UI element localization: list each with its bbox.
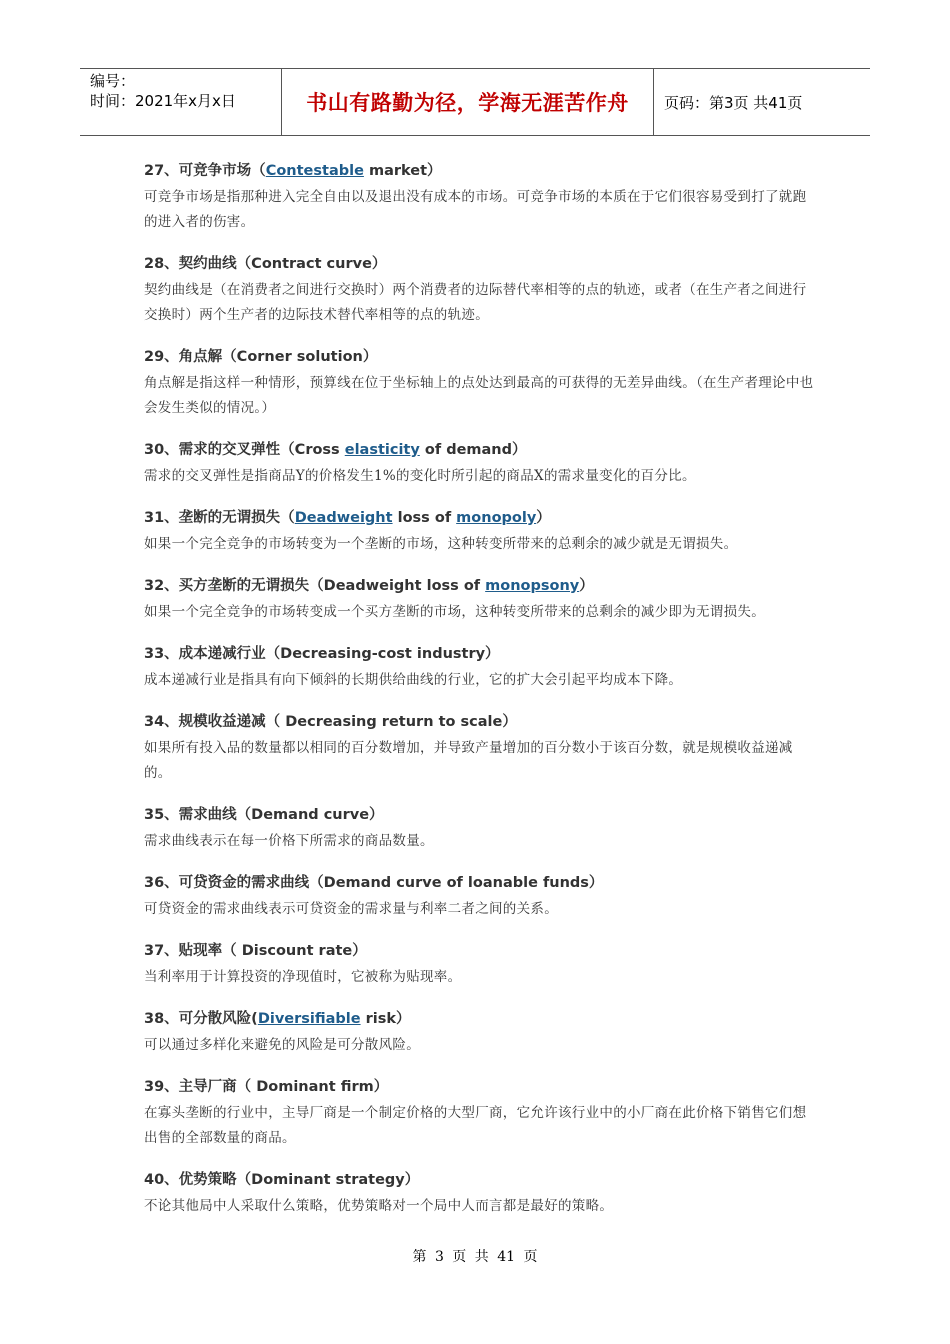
entry-term — [144, 1008, 814, 1030]
entry-term — [144, 940, 814, 962]
entry-term — [144, 1169, 814, 1191]
term-text: loss of — [392, 510, 457, 526]
page-header — [80, 68, 870, 136]
term-text: 34、规模收益递减（ Decreasing return to scale） — [144, 714, 517, 730]
term-text: risk） — [360, 1011, 411, 1027]
page-footer: 第 3 页 共 41 页 — [412, 1249, 538, 1265]
entry-definition: 角点解是指这样一种情形，预算线在位于坐标轴上的点处达到最高的可获得的无差异曲线。（在生产者理论中也会发生类似的情况。） — [144, 375, 814, 416]
glossary-entry — [144, 575, 814, 625]
term-text: 33、成本递减行业（Decreasing-cost industry） — [144, 646, 500, 662]
entry-definition: 不论其他局中人采取什么策略，优势策略对一个局中人而言都是最好的策略。 — [144, 1198, 614, 1214]
glossary-entry — [144, 346, 814, 421]
glossary-entry — [144, 1169, 814, 1219]
term-text: 27、可竞争市场（ — [144, 163, 266, 179]
entry-term — [144, 575, 814, 597]
glossary-entry — [144, 711, 814, 786]
entry-definition: 契约曲线是（在消费者之间进行交换时）两个消费者的边际替代率相等的点的轨迹，或者（在生产者之间进行交换时）两个生产者的边际技术替代率相等的点的轨迹。 — [144, 282, 807, 323]
entry-definition: 可以通过多样化来避免的风险是可分散风险。 — [144, 1037, 420, 1053]
entry-term — [144, 507, 814, 529]
glossary-entry — [144, 1076, 814, 1151]
glossary-content — [144, 160, 814, 1237]
term-text: ） — [579, 578, 594, 594]
glossary-entry — [144, 439, 814, 489]
entry-definition: 可竞争市场是指那种进入完全自由以及退出没有成本的市场。可竞争市场的本质在于它们很容易受到打了就跑的进入者的伤害。 — [144, 189, 807, 230]
term-text: market） — [363, 163, 442, 179]
term-text: of demand） — [419, 442, 527, 458]
entry-term — [144, 643, 814, 665]
term-text: 39、主导厂商（ Dominant firm） — [144, 1079, 389, 1095]
term-link[interactable]: elasticity — [344, 442, 420, 458]
glossary-entry — [144, 1008, 814, 1058]
term-text: 38、可分散风险( — [144, 1011, 258, 1027]
glossary-entry — [144, 804, 814, 854]
entry-definition: 需求曲线表示在每一价格下所需求的商品数量。 — [144, 833, 434, 849]
term-text: 37、贴现率（ Discount rate） — [144, 943, 367, 959]
glossary-entry — [144, 643, 814, 693]
term-text: 36、可贷资金的需求曲线（Demand curve of loanable funds） — [144, 875, 604, 891]
entry-definition: 如果所有投入品的数量都以相同的百分数增加，并导致产量增加的百分数小于该百分数，就是规模收益递减的。 — [144, 740, 793, 781]
term-link[interactable]: monopsony — [485, 578, 580, 594]
header-meta — [80, 69, 282, 135]
term-link[interactable]: Contestable — [265, 163, 364, 179]
entry-term — [144, 439, 814, 461]
entry-term — [144, 346, 814, 368]
time-label: 时间：2021年x月x日 — [90, 92, 236, 110]
term-text: 28、契约曲线（Contract curve） — [144, 256, 387, 272]
entry-term — [144, 872, 814, 894]
entry-definition: 可贷资金的需求曲线表示可贷资金的需求量与利率二者之间的关系。 — [144, 901, 558, 917]
glossary-entry — [144, 940, 814, 990]
entry-definition: 成本递减行业是指具有向下倾斜的长期供给曲线的行业，它的扩大会引起平均成本下降。 — [144, 672, 683, 688]
term-link[interactable]: Deadweight — [294, 510, 393, 526]
term-text: ） — [536, 510, 551, 526]
entry-definition: 需求的交叉弹性是指商品Y的价格发生1%的变化时所引起的商品X的需求量变化的百分比。 — [144, 468, 696, 484]
entry-term — [144, 1076, 814, 1098]
term-text: 32、买方垄断的无谓损失（Deadweight loss of — [144, 578, 486, 594]
glossary-entry — [144, 160, 814, 235]
entry-term — [144, 253, 814, 275]
term-text: 30、需求的交叉弹性（Cross — [144, 442, 345, 458]
glossary-entry — [144, 507, 814, 557]
term-text: 35、需求曲线（Demand curve） — [144, 807, 384, 823]
glossary-entry — [144, 872, 814, 922]
entry-definition: 当利率用于计算投资的净现值时，它被称为贴现率。 — [144, 969, 462, 985]
glossary-entry — [144, 253, 814, 328]
term-text: 31、垄断的无谓损失（ — [144, 510, 295, 526]
entry-term — [144, 160, 814, 182]
entry-definition: 如果一个完全竞争的市场转变成一个买方垄断的市场，这种转变所带来的总剩余的减少即为无谓损失。 — [144, 604, 765, 620]
term-text: 29、角点解（Corner solution） — [144, 349, 378, 365]
header-page-info: 页码：第3页 共41页 — [664, 93, 803, 112]
entry-term — [144, 804, 814, 826]
term-text: 40、优势策略（Dominant strategy） — [144, 1172, 420, 1188]
term-link[interactable]: monopoly — [456, 510, 537, 526]
serial-label: 编号： — [90, 72, 136, 90]
entry-definition: 如果一个完全竞争的市场转变为一个垄断的市场，这种转变所带来的总剩余的减少就是无谓损失。 — [144, 536, 738, 552]
header-motto: 书山有路勤为径，学海无涯苦作舟 — [282, 69, 654, 135]
entry-term — [144, 711, 814, 733]
entry-definition: 在寡头垄断的行业中，主导厂商是一个制定价格的大型厂商，它允许该行业中的小厂商在此价格下销售它们想出售的全部数量的商品。 — [144, 1105, 807, 1146]
term-link[interactable]: Diversifiable — [257, 1011, 361, 1027]
